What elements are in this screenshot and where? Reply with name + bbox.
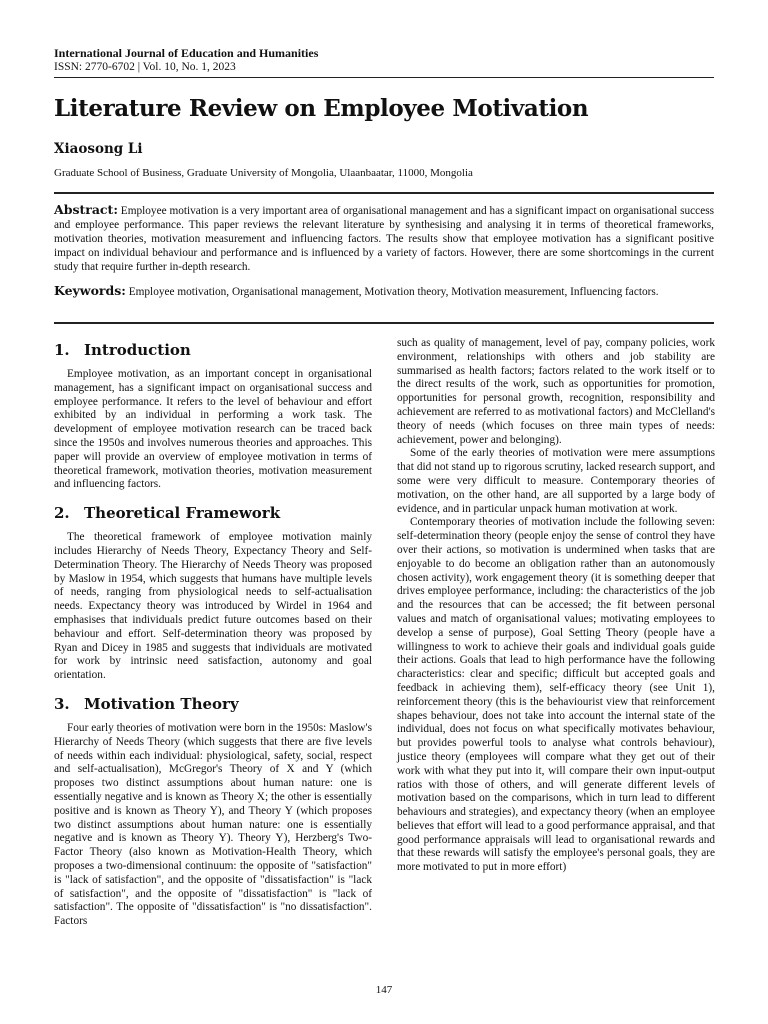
abstract-label: Abstract: [54,202,118,217]
paper-title: Literature Review on Employee Motivation [54,95,589,122]
section-heading-theoretical-framework [54,503,372,523]
header-rule [54,77,714,78]
journal-issn: ISSN: 2770-6702 | Vol. 10, No. 1, 2023 [54,61,236,73]
section-heading-introduction [54,340,372,360]
abstract-text: Employee motivation is a very important area of organisational management and has a significant impact on organisational success and employee performance. This paper reviews the relevant literature by synthesising and analysing it in terms of theoretical frameworks, motivation theories, motivation measurement and influencing factors. The results show that employee motivation has a significant positive impact on individual behaviour and performance and is influenced by a variety of factors. However, there are some shortcomings in the current study that require further in-depth research. [54,205,715,274]
author-name: Xiaosong Li [54,141,143,157]
section-title: Introduction [84,341,191,359]
section-number: 1. [54,341,70,359]
section-number: 2. [54,504,70,523]
section-title: Theoretical Framework [84,504,281,523]
abstract [54,203,714,274]
paragraph: Four early theories of motivation were born in the 1950s: Maslow's Hierarchy of Needs Theory (which suggests that there are five levels of needs within each individual: physiological, safety, social, respect and self-actualisation), McGregor's Theory of X and Y (which proposes two distinct assumptions about human nature: one is essentially negative and is known as Theory X; the other is essentially positive and is known as Theory Y), and Theory Y (which proposes two distinct assumptions about human nature: one is essentially negative and is known as Theory Y). Theory Y), Herzberg's Two-Factor Theory (also known as Motivation-Health Theory, which proposes a two-dimensional continuum: the opposite of "satisfaction" is "lack of satisfaction", and the opposite of "dissatisfaction" is "lack of satisfaction", and the opposite of "dissatisfaction" is "lack of satisfaction". The opposite of "dissatisfaction" is "no dissatisfaction". Factors [54,721,372,928]
paragraph: such as quality of management, level of pay, company policies, work environment, relationships with others and job stability are summarised as health factors; factors related to the work itself or to the direct results of the work, such as opportunities for promotion, opportunities for personal growth, recognition, responsibility and achievement are referred to as motivational factors) and McClelland's theory of needs (which focuses on three main types of needs: achievement, power and belonging). [397,337,715,446]
keywords-text: Employee motivation, Organisational management, Motivation theory, Motivation measurement, Influencing factors. [128,286,659,298]
section-title: Motivation Theory [84,694,239,713]
keywords-rule [54,322,714,324]
section-heading-motivation-theory [54,694,372,714]
title-rule [54,192,714,194]
paragraph: Employee motivation, as an important concept in organisational management, has a significant impact on organisational success and employee performance. It refers to the level of behaviour and effort exhibited by an individual in performing a work task. The development of employee motivation research can be traced back since the 1950s and involves numerous theories and approaches. This paper will provide an overview of employee motivation in terms of theoretical framework, motivation theories, motivation measurement and influencing factors. [54,368,372,491]
paragraph: Some of the early theories of motivation were mere assumptions that did not stand up to rigorous scrutiny, lacked research support, and some were very difficult to measure. Contemporary theories of motivation, on the other hand, are all supported by a large body of evidence, and in particular unpack human motivation at work. [397,447,715,515]
left-column [54,340,372,929]
paragraph: The theoretical framework of employee motivation mainly includes Hierarchy of Needs Theory, Expectancy Theory and Self-Determination Theory. The Hierarchy of Needs Theory was proposed by Maslow in 1954, which suggests that humans have multiple levels of needs, ranging from physiological needs to self-actualisation needs. Expectancy theory was introduced by Wirdel in 1964 and emphasises that individuals predict future outcomes based on their behaviour and effort. Self-determination theory was proposed by Ryan and Dicey in 1985 and suggests that individuals are motivated for work by intrinsic need satisfaction, autonomy and goal orientation. [54,531,372,682]
journal-name: International Journal of Education and Humanities [54,46,319,60]
paragraph: Contemporary theories of motivation include the following seven: self-determination theory (people enjoy the sense of control they have over their actions, so motivation is undermined when tasks that are enjoyable to do become an obligation rather than an autonomously chosen activity), work engagement theory (it is something deeper that drives employee performance, including: the characteristics of the job and the resources that can be accessed; the fit between personal values and match of organisational values; motivating employees to develop a sense of purpose), Goal Setting Theory (people have a willingness to work to achieve their goals and individual goals guide their actions. Goals that lead to high performance have the following characteristics: clear and specific; difficult but accepted goals and feedback in achieving them), self-efficacy theory (see Unit 1), reinforcement theory (this is the behaviourist view that reinforcement shapes behaviour, does not take into account the internal state of the individual, does not focus on what specifically motivates behaviour, but provides powerful tools to analyse what controls behaviour), justice theory (employees will compare what they get out of their work with what they put into it, will compare their own input-output ratios with those of others, and will generate different levels of motivation based on the comparisons, which in turn lead to different behaviours and strategies), and expectancy theory (when an employee believes that effort will lead to a good performance appraisal, and that good performance appraisals will lead to organisational rewards and that these rewards will satisfy the employee's personal goals, they are more motivated to put in more effort) [397,516,715,874]
keywords [54,284,714,299]
keywords-label: Keywords: [54,283,126,298]
section-number: 3. [54,694,70,713]
page-number: 147 [375,984,393,996]
author-affiliation: Graduate School of Business, Graduate University of Mongolia, Ulaanbaatar, 11000, Mongolia [54,167,473,179]
right-column [397,337,715,875]
